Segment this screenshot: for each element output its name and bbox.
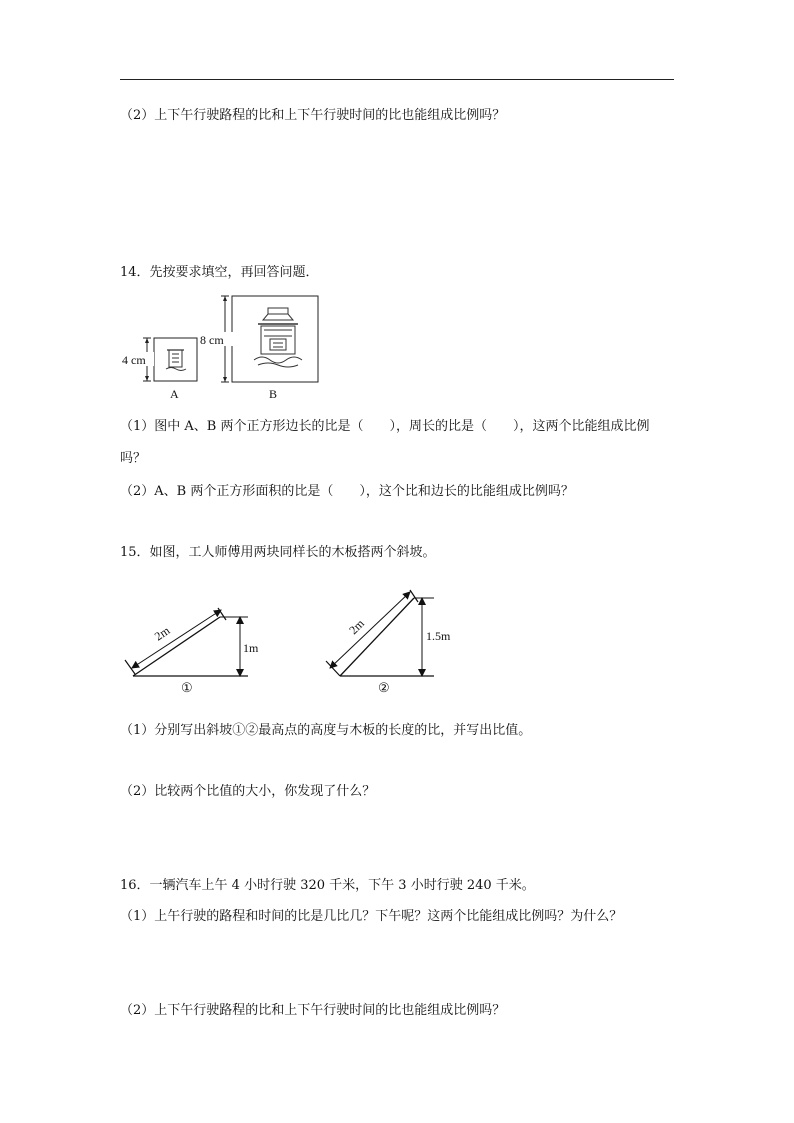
q14-part2: （2）A、B 两个正方形面积的比是（ ），这个比和边长的比能组成比例吗？ bbox=[120, 484, 574, 499]
slope-1 bbox=[125, 608, 259, 695]
square-b-image bbox=[254, 308, 302, 367]
q14-part1-line2: 吗？ bbox=[120, 451, 147, 466]
q15-slopes-figure bbox=[118, 580, 468, 695]
q16-part2: （2）上下午行驶路程的比和上下午行驶时间的比也能组成比例吗？ bbox=[120, 1003, 506, 1018]
q16-title: 16．一辆汽车上午 4 小时行驶 320 千米，下午 3 小时行驶 240 千米。 bbox=[120, 878, 535, 893]
q14-part1-line1: （1）图中 A、B 两个正方形边长的比是（ ），周长的比是（ ），这两个比能组成比例 bbox=[120, 419, 650, 434]
slope-2-board-label: 2m bbox=[346, 616, 367, 638]
q13-part2: （2）上下午行驶路程的比和上下午行驶时间的比也能组成比例吗？ bbox=[120, 108, 506, 123]
q14-label-a-side: 4 cm bbox=[122, 353, 146, 367]
q14-squares-figure bbox=[118, 290, 328, 402]
slope-1-height-label: 1m bbox=[243, 641, 259, 655]
header-rule bbox=[120, 79, 674, 80]
slope-2 bbox=[326, 590, 451, 695]
q14-title: 14．先按要求填空，再回答问题． bbox=[120, 265, 319, 280]
slope-1-board-label: 2m bbox=[151, 623, 173, 644]
q14-label-a: A bbox=[170, 387, 179, 401]
q15-title: 15．如图，工人师傅用两块同样长的木板搭两个斜坡。 bbox=[120, 545, 436, 560]
slope-2-label: ② bbox=[378, 680, 390, 695]
q15-part2: （2）比较两个比值的大小，你发现了什么？ bbox=[120, 784, 376, 799]
q15-part1: （1）分别写出斜坡①②最高点的高度与木板的长度的比，并写出比值。 bbox=[120, 723, 532, 738]
slope-1-label: ① bbox=[181, 680, 193, 695]
square-a-image bbox=[166, 350, 186, 371]
slope-2-height-label: 1.5m bbox=[426, 629, 451, 643]
q16-part1: （1）上午行驶的路程和时间的比是几比几？下午呢？这两个比能组成比例吗？为什么？ bbox=[120, 909, 623, 924]
square-a bbox=[154, 338, 197, 381]
q14-label-b: B bbox=[269, 387, 278, 401]
q14-label-b-side: 8 cm bbox=[200, 333, 224, 347]
